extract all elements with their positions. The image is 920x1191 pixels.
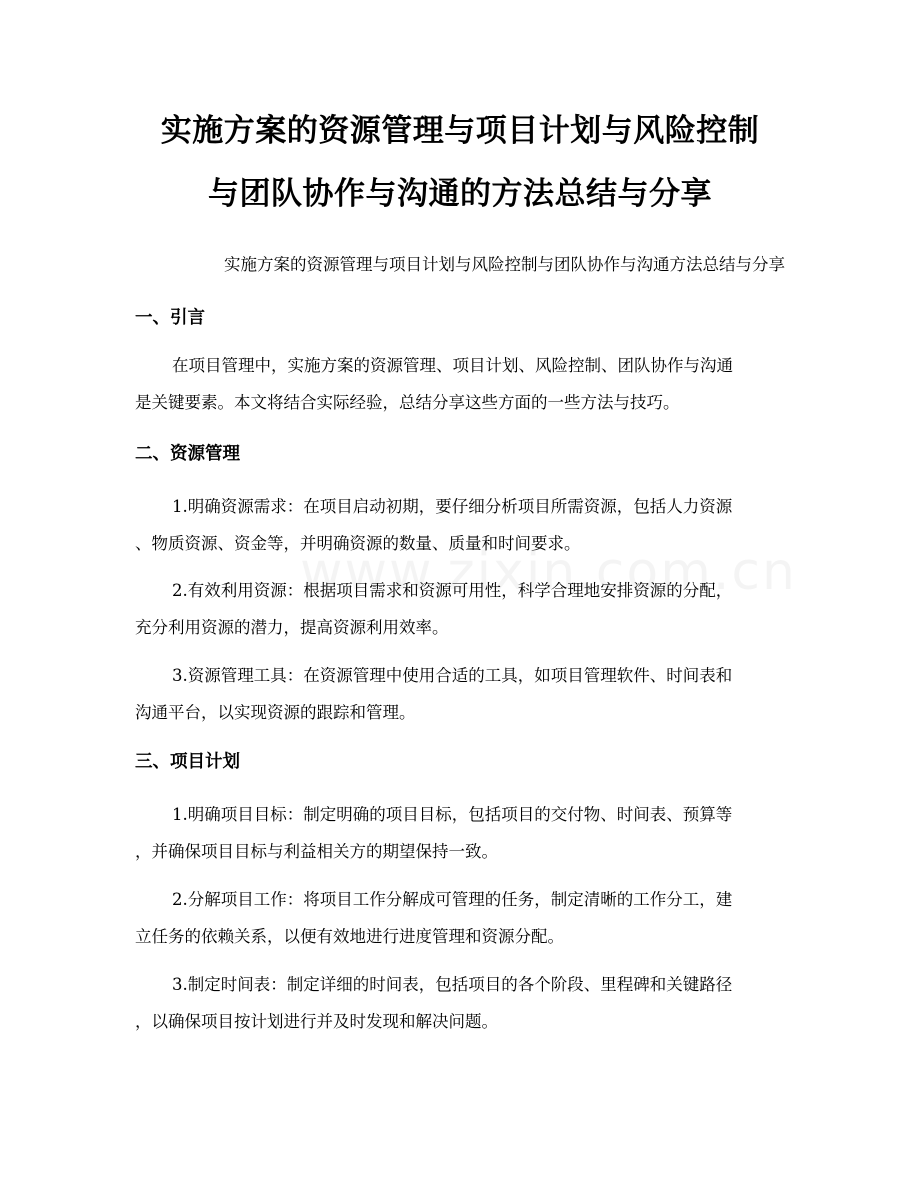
paragraph-line: 1.明确项目目标：制定明确的项目目标，包括项目的交付物、时间表、预算等	[172, 805, 733, 824]
document-subtitle: 实施方案的资源管理与项目计划与风险控制与团队协作与沟通方法总结与分享	[224, 255, 785, 274]
paragraph-line: 在项目管理中，实施方案的资源管理、项目计划、风险控制、团队协作与沟通	[172, 356, 733, 375]
paragraph-line: ，并确保项目目标与利益相关方的期望保持一致。	[135, 842, 498, 861]
paragraph-line: 、物质资源、资金等，并明确资源的数量、质量和时间要求。	[135, 534, 581, 553]
document-title-line-1: 实施方案的资源管理与项目计划与风险控制	[160, 113, 760, 149]
paragraph-line: 2.有效利用资源：根据项目需求和资源可用性，科学合理地安排资源的分配，	[172, 581, 733, 600]
plan-paragraph-1	[135, 796, 785, 870]
paragraph-line: 3.制定时间表：制定详细的时间表，包括项目的各个阶段、里程碑和关键路径	[172, 975, 733, 994]
section-heading-project-plan: 三、项目计划	[135, 752, 240, 772]
resource-paragraph-1	[135, 488, 785, 562]
paragraph-line: 1.明确资源需求：在项目启动初期，要仔细分析项目所需资源，包括人力资源	[172, 497, 733, 516]
paragraph-line: 2.分解项目工作：将项目工作分解成可管理的任务，制定清晰的工作分工，建	[172, 890, 733, 909]
intro-paragraph	[135, 347, 785, 421]
resource-paragraph-2	[135, 572, 785, 646]
paragraph-line: 是关键要素。本文将结合实际经验，总结分享这些方面的一些方法与技巧。	[135, 393, 680, 412]
paragraph-line: 3.资源管理工具：在资源管理中使用合适的工具，如项目管理软件、时间表和	[172, 666, 733, 685]
plan-paragraph-2	[135, 881, 785, 955]
paragraph-line: 沟通平台，以实现资源的跟踪和管理。	[135, 703, 416, 722]
section-heading-introduction: 一、引言	[135, 308, 205, 328]
paragraph-line: 立任务的依赖关系，以便有效地进行进度管理和资源分配。	[135, 927, 564, 946]
paragraph-line: ，以确保项目按计划进行并及时发现和解决问题。	[135, 1012, 498, 1031]
document-title-line-2: 与团队协作与沟通的方法总结与分享	[208, 176, 712, 212]
paragraph-line: 充分利用资源的潜力，提高资源利用效率。	[135, 618, 449, 637]
resource-paragraph-3	[135, 657, 785, 731]
plan-paragraph-3	[135, 966, 785, 1040]
section-heading-resource-management: 二、资源管理	[135, 444, 240, 464]
